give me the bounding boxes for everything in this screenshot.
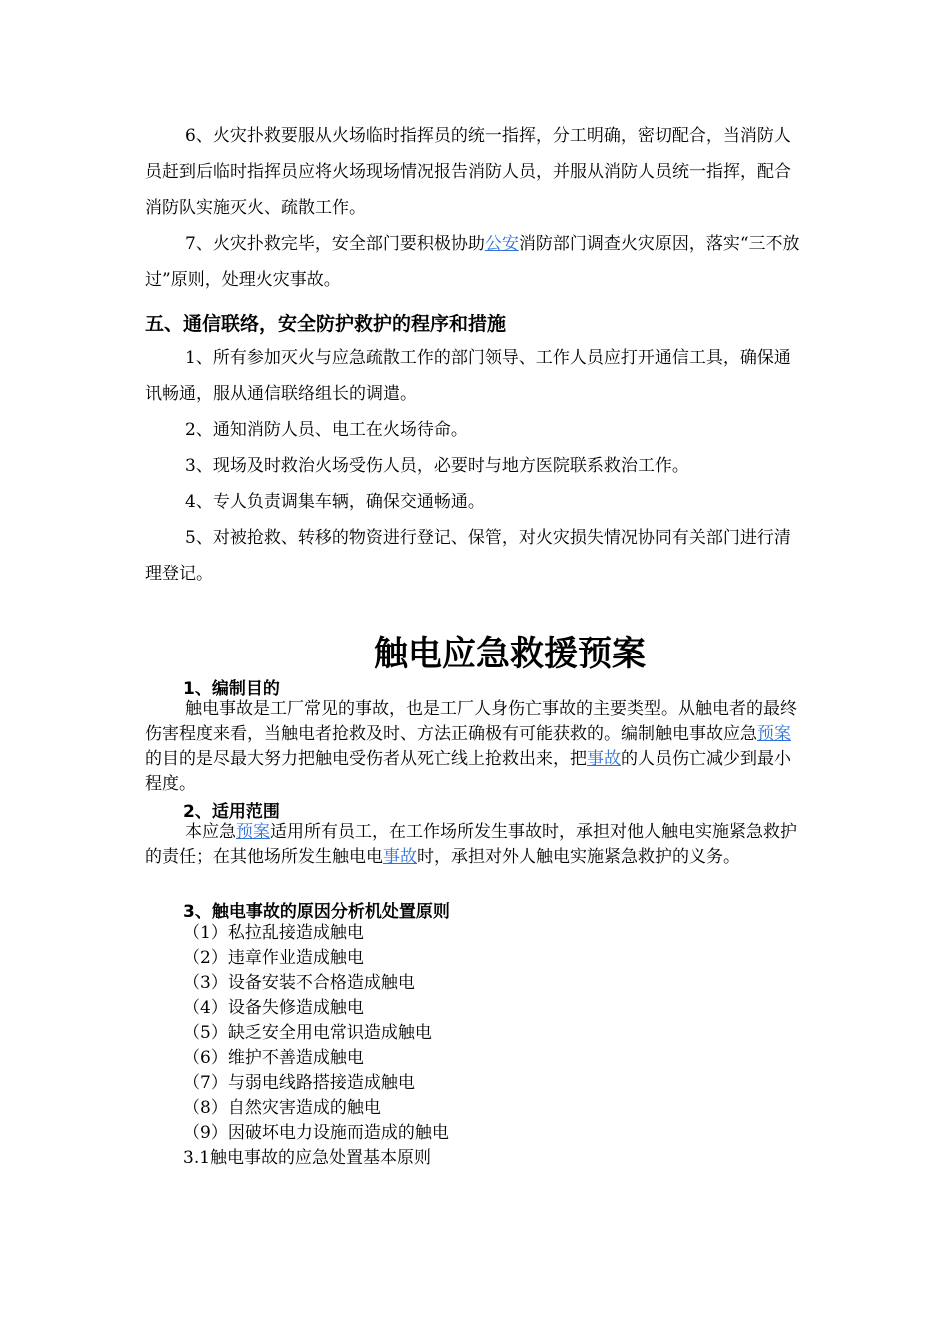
section-5-item-3: 3、现场及时救治火场受伤人员，必要时与地方医院联系救治工作。 — [185, 456, 689, 476]
section-1-heading: 1、编制目的 — [183, 679, 280, 699]
paragraph-item-7 — [145, 226, 807, 298]
link-plan[interactable]: 预案 — [757, 724, 791, 744]
cause-item: （6）维护不善造成触电 — [183, 1048, 364, 1068]
section-2-text-b: 适用所有员工，在工作场所发生事故时，承担对他人触电实施紧急救护的责任；在其他场所发生触电电 — [145, 822, 797, 867]
link-public-security[interactable]: 公安 — [484, 234, 519, 254]
section-3-1-heading: 3.1触电事故的应急处置基本原则 — [183, 1148, 432, 1168]
section-5-item-1: 1、所有参加灭火与应急疏散工作的部门领导、工作人员应打开通信工具，确保通讯畅通，服从通信联络组长的调遣。 — [145, 348, 791, 404]
section-5-item-4: 4、专人负责调集车辆，确保交通畅通。 — [185, 492, 485, 512]
section-2-text-c: 时，承担对外人触电实施紧急救护的义务。 — [417, 847, 740, 867]
cause-item: （8）自然灾害造成的触电 — [183, 1098, 381, 1118]
section-1-text-b: 的目的是尽最大努力把触电受伤者从死亡线上抢救出来，把 — [145, 749, 587, 769]
section-5-item-2: 2、通知消防人员、电工在火场待命。 — [185, 420, 468, 440]
section-2-text-a: 本应急 — [185, 822, 236, 842]
cause-item: （3）设备安装不合格造成触电 — [183, 973, 415, 993]
cause-item: （7）与弱电线路搭接造成触电 — [183, 1073, 415, 1093]
section-1-text-a: 触电事故是工厂常见的事故，也是工厂人身伤亡事故的主要类型。从触电者的最终伤害程度来看，当触电者抢救及时、方法正确极有可能获救的。编制触电事故应急 — [145, 699, 797, 744]
cause-item: （2）违章作业造成触电 — [183, 948, 364, 968]
section-5-heading: 五、通信联络，安全防护救护的程序和措施 — [145, 313, 507, 335]
link-accident-2[interactable]: 事故 — [383, 847, 417, 867]
paragraph-item-6: 6、火灾扑救要服从火场临时指挥员的统一指挥，分工明确，密切配合，当消防人员赶到后临时指挥员应将火场现场情况报告消防人员，并服从消防人员统一指挥，配合消防队实施灭火、疏散工作。 — [145, 126, 791, 218]
cause-item: （1）私拉乱接造成触电 — [183, 923, 364, 943]
section-5-item-5: 5、对被抢救、转移的物资进行登记、保管，对火灾损失情况协同有关部门进行清理登记。 — [145, 528, 791, 584]
cause-item: （4）设备失修造成触电 — [183, 998, 364, 1018]
document-title: 触电应急救援预案 — [374, 634, 646, 674]
cause-item: （9）因破坏电力设施而造成的触电 — [183, 1123, 449, 1143]
link-accident[interactable]: 事故 — [587, 749, 621, 769]
item-7-text-end: 消防部门调查火灾原因，落实“三不放过”原则，处理火灾事故。 — [145, 234, 800, 290]
link-plan-2[interactable]: 预案 — [236, 822, 270, 842]
section-1-body — [145, 697, 807, 797]
item-7-text-start: 7、火灾扑救完毕，安全部门要积极协助 — [185, 234, 485, 254]
section-2-heading: 2、适用范围 — [183, 802, 280, 822]
section-3-heading: 3、触电事故的原因分析机处置原则 — [183, 902, 450, 922]
cause-item: （5）缺乏安全用电常识造成触电 — [183, 1023, 432, 1043]
section-1-text-c: 的人员伤亡减少到最小程度。 — [145, 749, 791, 794]
section-2-body — [145, 820, 807, 870]
